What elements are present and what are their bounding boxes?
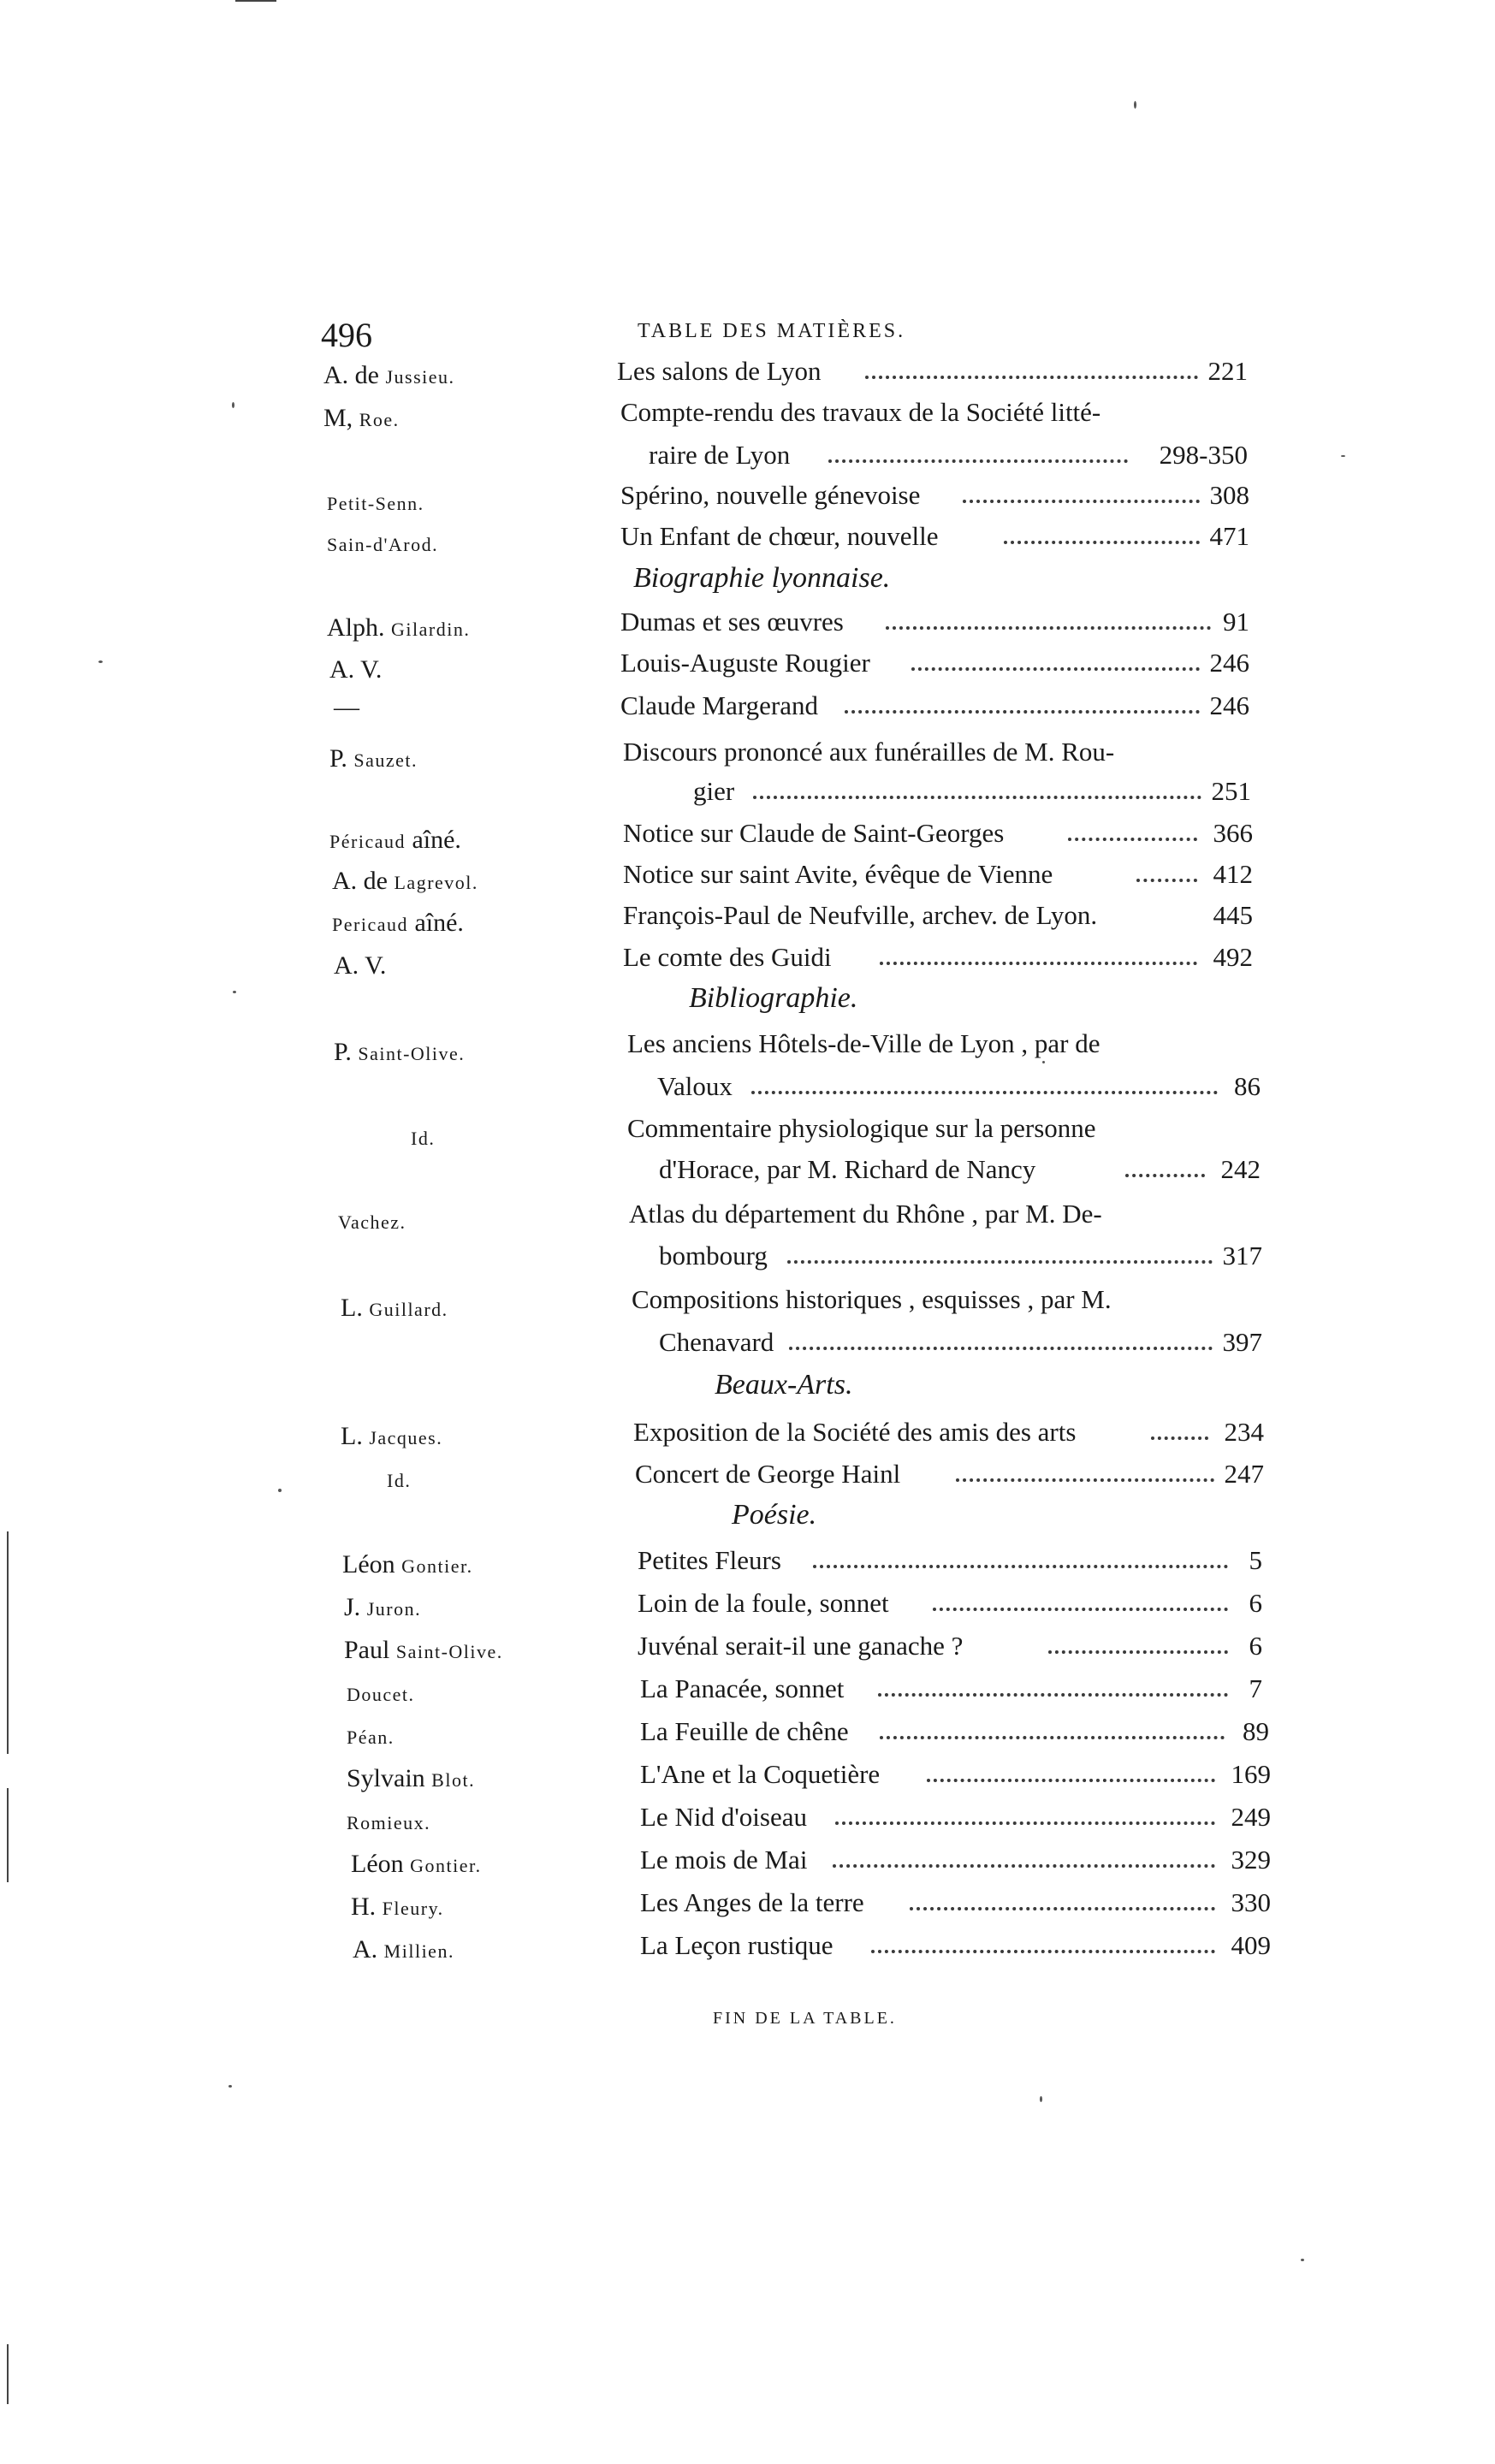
entry-page: 246: [1209, 690, 1249, 720]
entry-title: Valoux: [657, 1071, 733, 1101]
entry-title: Notice sur Claude de Saint-Georges: [623, 818, 1005, 848]
entry-title-line1: Compositions historiques , esquisses , par M.: [632, 1284, 1112, 1314]
author: J. Juron.: [344, 1593, 422, 1621]
entry-page: 249: [1231, 1802, 1271, 1832]
author: L. Jacques.: [341, 1422, 443, 1450]
entry-page: 246: [1209, 648, 1249, 678]
toc-entry: [640, 1670, 1262, 1708]
entry-page: 221: [1207, 356, 1248, 386]
author: Petit-Senn.: [327, 493, 424, 514]
toc-entry: [623, 814, 1253, 852]
author: Pericaud aîné.: [332, 909, 464, 937]
speck: [1341, 455, 1345, 457]
entry-title: Le comte des Guidi: [623, 942, 832, 972]
author: H. Fleury.: [351, 1892, 444, 1921]
entry-title-line1: Les anciens Hôtels-de-Ville de Lyon , par de: [627, 1028, 1100, 1058]
dot-leader: [1004, 541, 1200, 544]
dot-leader: [789, 1347, 1213, 1350]
entry-page: 91: [1223, 607, 1249, 637]
entry-title: d'Horace, par M. Richard de Nancy: [659, 1154, 1036, 1184]
entry-page: 317: [1222, 1241, 1262, 1270]
toc-entry: [659, 1324, 1262, 1361]
entry-page: 492: [1213, 942, 1253, 972]
entry-title-line1: Compte-rendu des travaux de la Société litté-: [620, 397, 1101, 427]
toc-entry: [617, 352, 1248, 390]
entry-title-line1: Discours prononcé aux funérailles de M. Rou-: [623, 737, 1115, 767]
entry-title: Chenavard: [659, 1327, 774, 1357]
dot-leader: [833, 1864, 1215, 1868]
entry-title: Loin de la foule, sonnet: [638, 1588, 889, 1618]
toc-entry: [640, 1713, 1269, 1750]
entry-page: 412: [1213, 859, 1253, 889]
author: Sain-d'Arod.: [327, 534, 439, 555]
section-heading: Biographie lyonnaise.: [633, 562, 891, 594]
author: Sylvain Blot.: [347, 1764, 476, 1792]
entry-title: gier: [693, 776, 735, 806]
entry-page: 7: [1249, 1673, 1262, 1703]
entry-title: Exposition de la Société des amis des arts: [633, 1417, 1077, 1447]
page-number: 496: [321, 316, 372, 354]
entry-page: 330: [1231, 1887, 1271, 1917]
dot-leader: [1136, 879, 1197, 882]
toc-entry: [640, 1884, 1271, 1922]
toc-entry: [635, 1455, 1264, 1493]
dot-leader: [886, 626, 1211, 630]
entry-title: L'Ane et la Coquetière: [640, 1759, 881, 1789]
entry-page: 6: [1249, 1631, 1262, 1661]
entry-title: Dumas et ses œuvres: [620, 607, 844, 637]
author: Id.: [387, 1470, 412, 1491]
toc-entry: [640, 1798, 1271, 1836]
entry-page: 329: [1231, 1845, 1271, 1875]
toc-entry: [693, 773, 1251, 810]
section-heading: Beaux-Arts.: [715, 1369, 853, 1401]
scan-edge-mark: [235, 0, 276, 2]
dot-leader: [1048, 1650, 1228, 1654]
author: Léon Gontier.: [342, 1550, 473, 1578]
toc-entry: [640, 1927, 1271, 1964]
entry-title: Un Enfant de chœur, nouvelle: [620, 521, 939, 551]
entry-page: 397: [1222, 1327, 1262, 1357]
scan-edge-mark: [7, 2344, 9, 2404]
dot-leader: [828, 459, 1128, 463]
toc-entry: [633, 1413, 1264, 1451]
entry-page: 445: [1213, 900, 1253, 930]
author: L. Guillard.: [341, 1294, 448, 1322]
entry-title-line1: Atlas du département du Rhône , par M. De-: [629, 1199, 1102, 1229]
scan-edge-mark: [7, 1531, 9, 1754]
toc-entry: [649, 436, 1248, 474]
speck: [233, 991, 236, 993]
entry-page: 366: [1213, 818, 1253, 848]
author: M, Roe.: [323, 404, 400, 432]
toc-entry: [638, 1584, 1262, 1622]
speck: [1301, 2259, 1304, 2261]
speck: [98, 660, 103, 663]
toc-entry: [623, 939, 1253, 976]
dot-leader: [956, 1478, 1214, 1482]
entry-page: 409: [1231, 1930, 1271, 1960]
dot-leader: [813, 1565, 1228, 1568]
dot-leader: [927, 1779, 1215, 1782]
speck: [1134, 101, 1136, 109]
entry-title: bombourg: [659, 1241, 768, 1270]
entry-title: Notice sur saint Avite, évêque de Vienne: [623, 859, 1053, 889]
entry-page: 308: [1209, 480, 1249, 510]
entry-page: 89: [1243, 1716, 1269, 1746]
author: A. Millien.: [353, 1935, 454, 1964]
entry-page: 242: [1220, 1154, 1261, 1184]
speck: [278, 1489, 282, 1492]
toc-entry: [620, 644, 1249, 682]
entry-page: 251: [1211, 776, 1251, 806]
page-header: TABLE DES MATIÈRES.: [638, 320, 906, 342]
entry-title: Le Nid d'oiseau: [640, 1802, 807, 1832]
author: Id.: [411, 1128, 436, 1149]
section-heading: Poésie.: [732, 1499, 817, 1531]
entry-title: Les Anges de la terre: [640, 1887, 864, 1917]
entry-title: Le mois de Mai: [640, 1845, 808, 1875]
speck: [232, 402, 234, 408]
dot-leader: [751, 1091, 1218, 1094]
author: P. Sauzet.: [329, 744, 418, 773]
toc-entry: [638, 1542, 1262, 1579]
toc-entry: [620, 603, 1249, 641]
author: P. Saint-Olive.: [334, 1038, 466, 1066]
entry-title: La Feuille de chêne: [640, 1716, 849, 1746]
toc-entry: [620, 477, 1249, 514]
author: Péan.: [347, 1727, 395, 1748]
entry-title: raire de Lyon: [649, 440, 791, 470]
toc-entry: [657, 1068, 1261, 1105]
author: A. de Jussieu.: [323, 361, 455, 389]
entry-page: 234: [1224, 1417, 1264, 1447]
dot-leader: [1068, 838, 1197, 841]
dot-leader: [1151, 1436, 1208, 1440]
author: Alph. Gilardin.: [327, 613, 471, 642]
entry-page: 6: [1249, 1588, 1262, 1618]
author: Doucet.: [347, 1684, 415, 1705]
author: Vachez.: [338, 1211, 406, 1233]
entry-page: 169: [1231, 1759, 1271, 1789]
toc-entry: [659, 1151, 1261, 1188]
toc-entry: [620, 518, 1249, 555]
toc-entry: [640, 1756, 1271, 1793]
entry-page: 86: [1234, 1071, 1261, 1101]
dot-leader: [963, 500, 1200, 503]
dot-leader: [933, 1608, 1228, 1611]
dot-leader: [865, 376, 1198, 379]
toc-entry: [638, 1627, 1262, 1665]
entry-title: Concert de George Hainl: [635, 1459, 901, 1489]
entry-title: Louis-Auguste Rougier: [620, 648, 870, 678]
toc-entry: [620, 687, 1249, 725]
author: A. de Lagrevol.: [332, 867, 478, 895]
dot-leader: [910, 1907, 1215, 1910]
author: Péricaud aîné.: [329, 826, 461, 854]
dot-leader: [835, 1821, 1215, 1825]
dot-leader: [845, 710, 1200, 714]
dot-leader: [787, 1260, 1213, 1264]
entry-title: Juvénal serait-il une ganache ?: [638, 1631, 964, 1661]
entry-title: Petites Fleurs: [638, 1545, 781, 1575]
entry-page: 5: [1249, 1545, 1262, 1575]
toc-entry: [623, 856, 1253, 893]
entry-page: 471: [1209, 521, 1249, 551]
author: Romieux.: [347, 1812, 431, 1833]
speck: [1040, 2096, 1042, 2102]
toc-entry: [640, 1841, 1271, 1879]
entry-title: Spérino, nouvelle génevoise: [620, 480, 921, 510]
author: Léon Gontier.: [351, 1850, 482, 1878]
entry-title: La Leçon rustique: [640, 1930, 834, 1960]
speck: [228, 2085, 232, 2088]
end-of-table-note: FIN DE LA TABLE.: [713, 2009, 897, 2028]
entry-title: François-Paul de Neufville, archev. de Lyon.: [623, 900, 1098, 930]
scan-edge-mark: [7, 1788, 9, 1882]
toc-entry: [623, 897, 1253, 934]
entry-title: La Panacée, sonnet: [640, 1673, 845, 1703]
dot-leader: [880, 962, 1197, 965]
entry-title: Les salons de Lyon: [617, 356, 822, 386]
toc-entry: [659, 1237, 1262, 1275]
entry-page: 298-350: [1159, 440, 1248, 470]
dot-leader: [871, 1950, 1215, 1953]
entry-page: 247: [1224, 1459, 1264, 1489]
entry-title: Claude Margerand: [620, 690, 818, 720]
dot-leader: [880, 1736, 1225, 1739]
dot-leader: [753, 796, 1201, 799]
author: —: [334, 693, 359, 721]
dot-leader: [911, 667, 1200, 671]
section-heading: Bibliographie.: [689, 982, 858, 1014]
author: Paul Saint-Olive.: [344, 1636, 503, 1664]
author: A. V.: [334, 951, 387, 980]
entry-title-line1: Commentaire physiologique sur la personne: [627, 1113, 1096, 1143]
dot-leader: [878, 1693, 1228, 1697]
author: A. V.: [329, 655, 383, 684]
dot-leader: [1125, 1174, 1205, 1177]
